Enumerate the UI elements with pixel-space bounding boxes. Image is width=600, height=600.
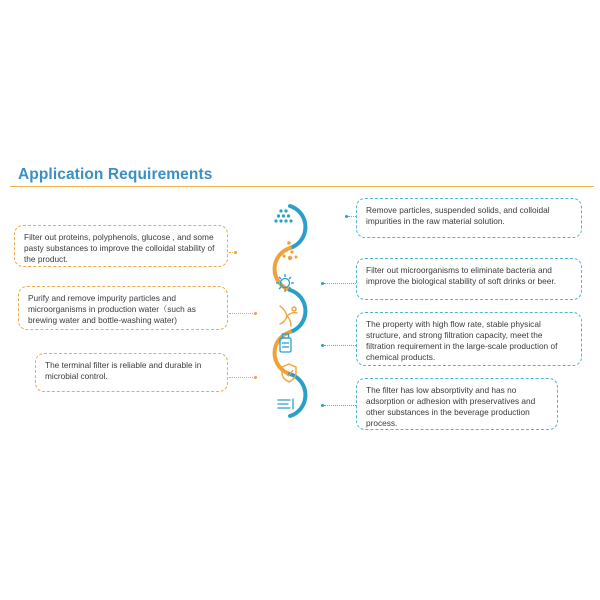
- right-item-2: [356, 258, 582, 300]
- title-divider: [10, 186, 594, 187]
- right-item-4-text: The filter has low absorptivity and has no adsorption or adhesion with preservatives and other substances in the beverage production process.: [366, 385, 536, 428]
- connector: [229, 313, 255, 314]
- connector: [348, 216, 356, 217]
- right-item-3: [356, 312, 582, 366]
- right-item-2-text: Filter out microorganisms to eliminate bacteria and improve the biological stability of soft drinks or beer.: [366, 265, 556, 286]
- particles-icon: [274, 209, 292, 222]
- left-item-2: [18, 286, 228, 330]
- connector-dot: [254, 376, 257, 379]
- right-item-1: [356, 198, 582, 238]
- connector: [229, 377, 255, 378]
- spine-arc-1: [290, 206, 305, 248]
- connector-dot: [254, 312, 257, 315]
- connector-dot: [234, 251, 237, 254]
- left-item-3: [35, 353, 228, 392]
- left-item-3-text: The terminal filter is reliable and durable in microbial control.: [45, 360, 202, 381]
- spine-arc-2: [275, 248, 290, 290]
- right-item-4: [356, 378, 558, 430]
- left-item-2-text: Purify and remove impurity particles and microorganisms in production water（such as brewing water and bottle-washing water): [28, 293, 196, 325]
- right-item-3-text: The property with high flow rate, stable physical structure, and strong filtration capacity, meet the filtration requirement in the large-scale production of chemical products.: [366, 319, 558, 362]
- left-item-1: [14, 225, 228, 267]
- process-spine: [260, 196, 332, 426]
- hops-icon: [280, 306, 297, 326]
- list-icon: [278, 399, 293, 409]
- page-title: Application Requirements: [18, 166, 213, 183]
- left-item-1-text: Filter out proteins, polyphenols, glucose , and some pasty substances to improve the colloidal stability of the product.: [24, 232, 215, 264]
- right-item-1-text: Remove particles, suspended solids, and colloidal impurities in the raw material solution.: [366, 205, 550, 226]
